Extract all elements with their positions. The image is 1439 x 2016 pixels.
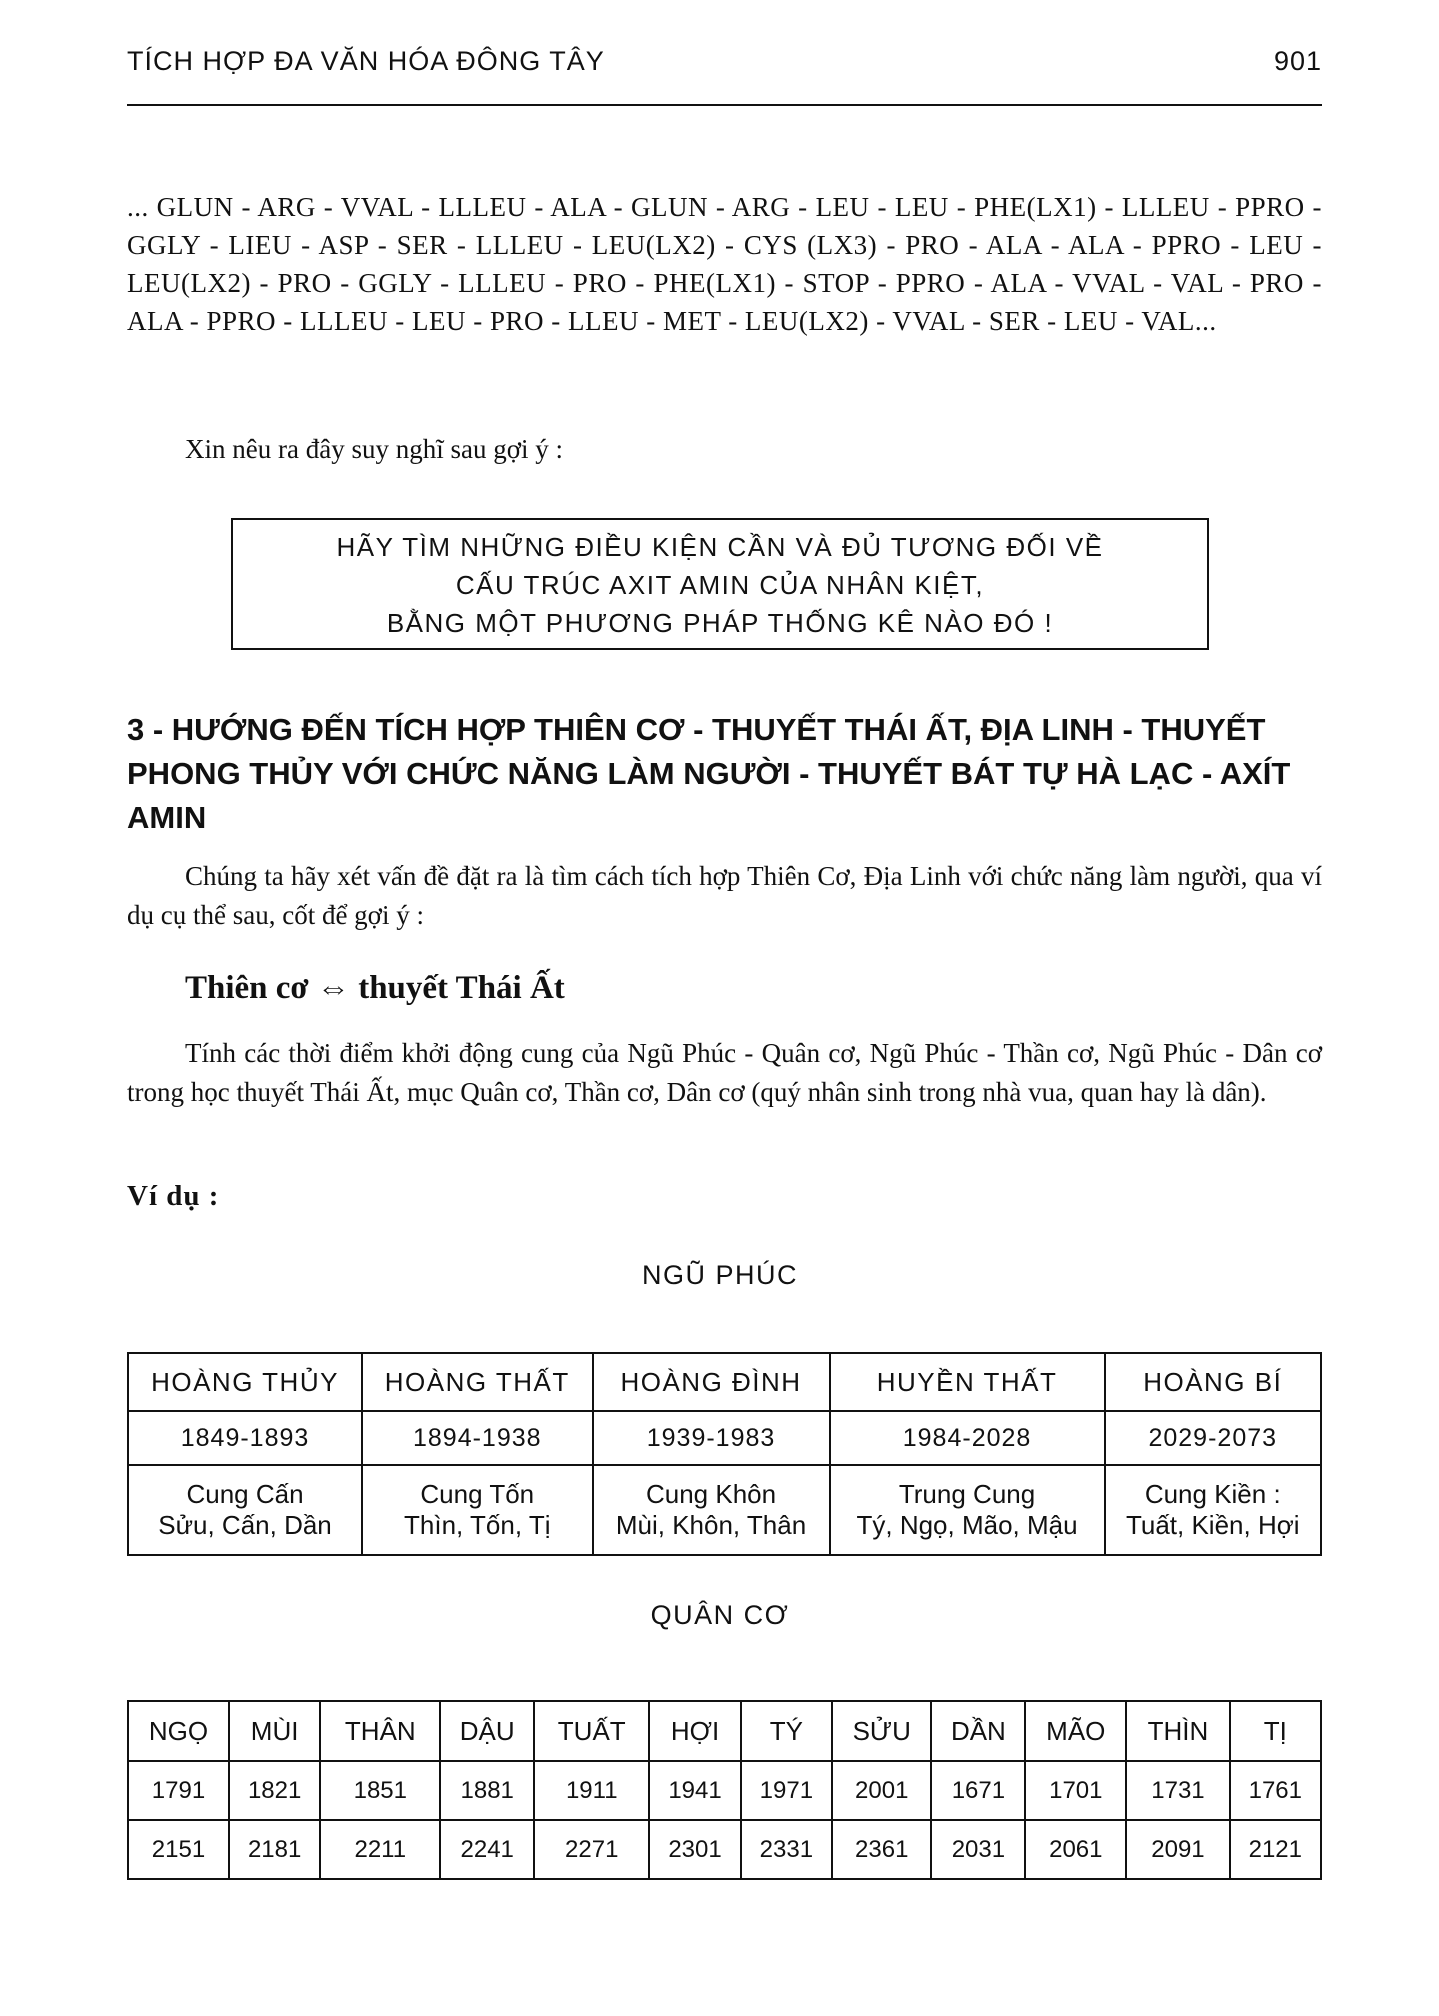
table-header-cell: SỬU — [832, 1701, 931, 1761]
quan-co-caption: QUÂN CƠ — [650, 1600, 790, 1630]
table-header-row — [128, 1701, 1321, 1761]
subheading-thien-co: Thiên cơ ⇔ thuyết Thái Ất — [185, 970, 565, 1006]
table-cell — [830, 1465, 1105, 1555]
table-cell: 1941 — [649, 1761, 740, 1820]
table-cell: 2121 — [1230, 1820, 1321, 1879]
table-cell: 2061 — [1025, 1820, 1126, 1879]
quan-co-table — [127, 1700, 1322, 1880]
hint-box — [231, 518, 1209, 650]
intro-note: Xin nêu ra đây suy nghĩ sau gợi ý : — [185, 434, 563, 464]
palace-name: Cung Kiền : — [1144, 1479, 1281, 1509]
table-cell — [1105, 1465, 1321, 1555]
palace-branches: Tý, Ngọ, Mão, Mậu — [856, 1510, 1078, 1540]
table-cell: 1939-1983 — [593, 1411, 830, 1465]
table-cell: 1671 — [931, 1761, 1025, 1820]
table-cell: 1761 — [1230, 1761, 1321, 1820]
table-cell: 1851 — [320, 1761, 440, 1820]
table-row — [128, 1411, 1321, 1465]
example-label: Ví dụ : — [127, 1180, 220, 1212]
table-header-cell: NGỌ — [128, 1701, 229, 1761]
table-cell: 1821 — [229, 1761, 320, 1820]
table-cell: 2301 — [649, 1820, 740, 1879]
table-cell: 1701 — [1025, 1761, 1126, 1820]
table-row — [128, 1820, 1321, 1879]
table-cell: 1881 — [440, 1761, 534, 1820]
ngu-phuc-caption: NGŨ PHÚC — [641, 1260, 798, 1290]
table-cell: 2029-2073 — [1105, 1411, 1321, 1465]
palace-name: Cung Cấn — [186, 1479, 304, 1509]
table-header-cell: MÃO — [1025, 1701, 1126, 1761]
table-header-cell: HOÀNG BÍ — [1105, 1353, 1321, 1411]
table-cell — [593, 1465, 830, 1555]
table-cell: 1984-2028 — [830, 1411, 1105, 1465]
page-number: 901 — [1273, 46, 1322, 76]
table-header-cell: HỢI — [649, 1701, 740, 1761]
hint-line-3: BẰNG MỘT PHƯƠNG PHÁP THỐNG KÊ NÀO ĐÓ ! — [386, 608, 1054, 638]
table-header-row — [128, 1353, 1321, 1411]
table-header-cell: HOÀNG THẤT — [362, 1353, 592, 1411]
table-cell: 1894-1938 — [362, 1411, 592, 1465]
table-cell — [362, 1465, 592, 1555]
table-cell: 2271 — [534, 1820, 649, 1879]
table-cell: 1791 — [128, 1761, 229, 1820]
table-cell: 2031 — [931, 1820, 1025, 1879]
table-header-cell: DẬU — [440, 1701, 534, 1761]
table-header-cell: HUYỀN THẤT — [830, 1353, 1105, 1411]
amino-acid-sequence: ... GLUN - ARG - VVAL - LLLEU - ALA - GLUN - ARG - LEU - LEU - PHE(LX1) - LLLEU - PPRO - GGLY - LIEU - ASP - SER - LLLEU - LEU(LX2) - CYS (LX3) - PRO - ALA - ALA - PPRO - LEU - LEU(LX2) - PRO - GGLY - LLLEU - PRO - PHE(LX1) - STOP - PPRO - ALA - VVAL - VAL - PRO - ALA - PPRO - LLLEU - LEU - PRO - LLEU - MET - LEU(LX2) - VVAL - SER - LEU - VAL... — [127, 192, 1322, 336]
table-cell: 1849-1893 — [128, 1411, 362, 1465]
palace-branches: Tuất, Kiền, Hợi — [1125, 1510, 1300, 1540]
table-cell: 1911 — [534, 1761, 649, 1820]
table-header-cell: THÌN — [1126, 1701, 1229, 1761]
table-cell: 2001 — [832, 1761, 931, 1820]
table-cell: 2091 — [1126, 1820, 1229, 1879]
palace-branches: Mùi, Khôn, Thân — [615, 1510, 807, 1540]
section-heading: 3 - HƯỚNG ĐẾN TÍCH HỢP THIÊN CƠ - THUYẾT THÁI ẤT, ĐỊA LINH - THUYẾT PHONG THỦY VỚI CHỨC NĂNG LÀM NGƯỜI - THUYẾT BÁT TỰ HÀ LẠC - AXÍT AMIN — [127, 712, 1291, 835]
palace-name: Trung Cung — [898, 1479, 1036, 1509]
hint-line-1: HÃY TÌM NHỮNG ĐIỀU KIỆN CẦN VÀ ĐỦ TƯƠNG ĐỐI VỀ — [336, 532, 1104, 562]
palace-branches: Thìn, Tốn, Tị — [404, 1510, 551, 1540]
palace-name: Cung Tốn — [420, 1479, 535, 1509]
table-header-cell: MÙI — [229, 1701, 320, 1761]
table-header-cell: HOÀNG ĐÌNH — [593, 1353, 830, 1411]
header-divider — [127, 104, 1322, 106]
table-cell: 2331 — [741, 1820, 832, 1879]
table-header-cell: TÝ — [741, 1701, 832, 1761]
paragraph-intro: Chúng ta hãy xét vấn đề đặt ra là tìm cách tích hợp Thiên Cơ, Địa Linh với chức năng làm người, qua ví dụ cụ thể sau, cốt để gợi ý : — [127, 861, 1322, 930]
table-cell: 1731 — [1126, 1761, 1229, 1820]
table-header-cell: THÂN — [320, 1701, 440, 1761]
table-cell: 2151 — [128, 1820, 229, 1879]
table-cell: 1971 — [741, 1761, 832, 1820]
table-row — [128, 1761, 1321, 1820]
ngu-phuc-table — [127, 1352, 1322, 1556]
table-cell: 2241 — [440, 1820, 534, 1879]
table-header-cell: TỊ — [1230, 1701, 1321, 1761]
table-cell: 2211 — [320, 1820, 440, 1879]
table-cell: 2181 — [229, 1820, 320, 1879]
running-header — [127, 46, 1322, 90]
palace-branches: Sửu, Cấn, Dần — [158, 1510, 332, 1540]
hint-line-2: CẤU TRÚC AXIT AMIN CỦA NHÂN KIỆT, — [455, 570, 985, 600]
table-cell — [128, 1465, 362, 1555]
paragraph-thai-at: Tính các thời điểm khởi động cung của Ngũ Phúc - Quân cơ, Ngũ Phúc - Thần cơ, Ngũ Phúc - Dân cơ trong học thuyết Thái Ất, mục Quân cơ, Thần cơ, Dân cơ (quý nhân sinh trong nhà vua, quan hay là dân). — [127, 1038, 1322, 1107]
table-header-cell: HOÀNG THỦY — [128, 1353, 362, 1411]
table-row — [128, 1465, 1321, 1555]
table-header-cell: DẦN — [931, 1701, 1025, 1761]
table-header-cell: TUẤT — [534, 1701, 649, 1761]
book-title: TÍCH HỢP ĐA VĂN HÓA ĐÔNG TÂY — [127, 46, 605, 76]
table-cell: 2361 — [832, 1820, 931, 1879]
palace-name: Cung Khôn — [645, 1479, 777, 1509]
